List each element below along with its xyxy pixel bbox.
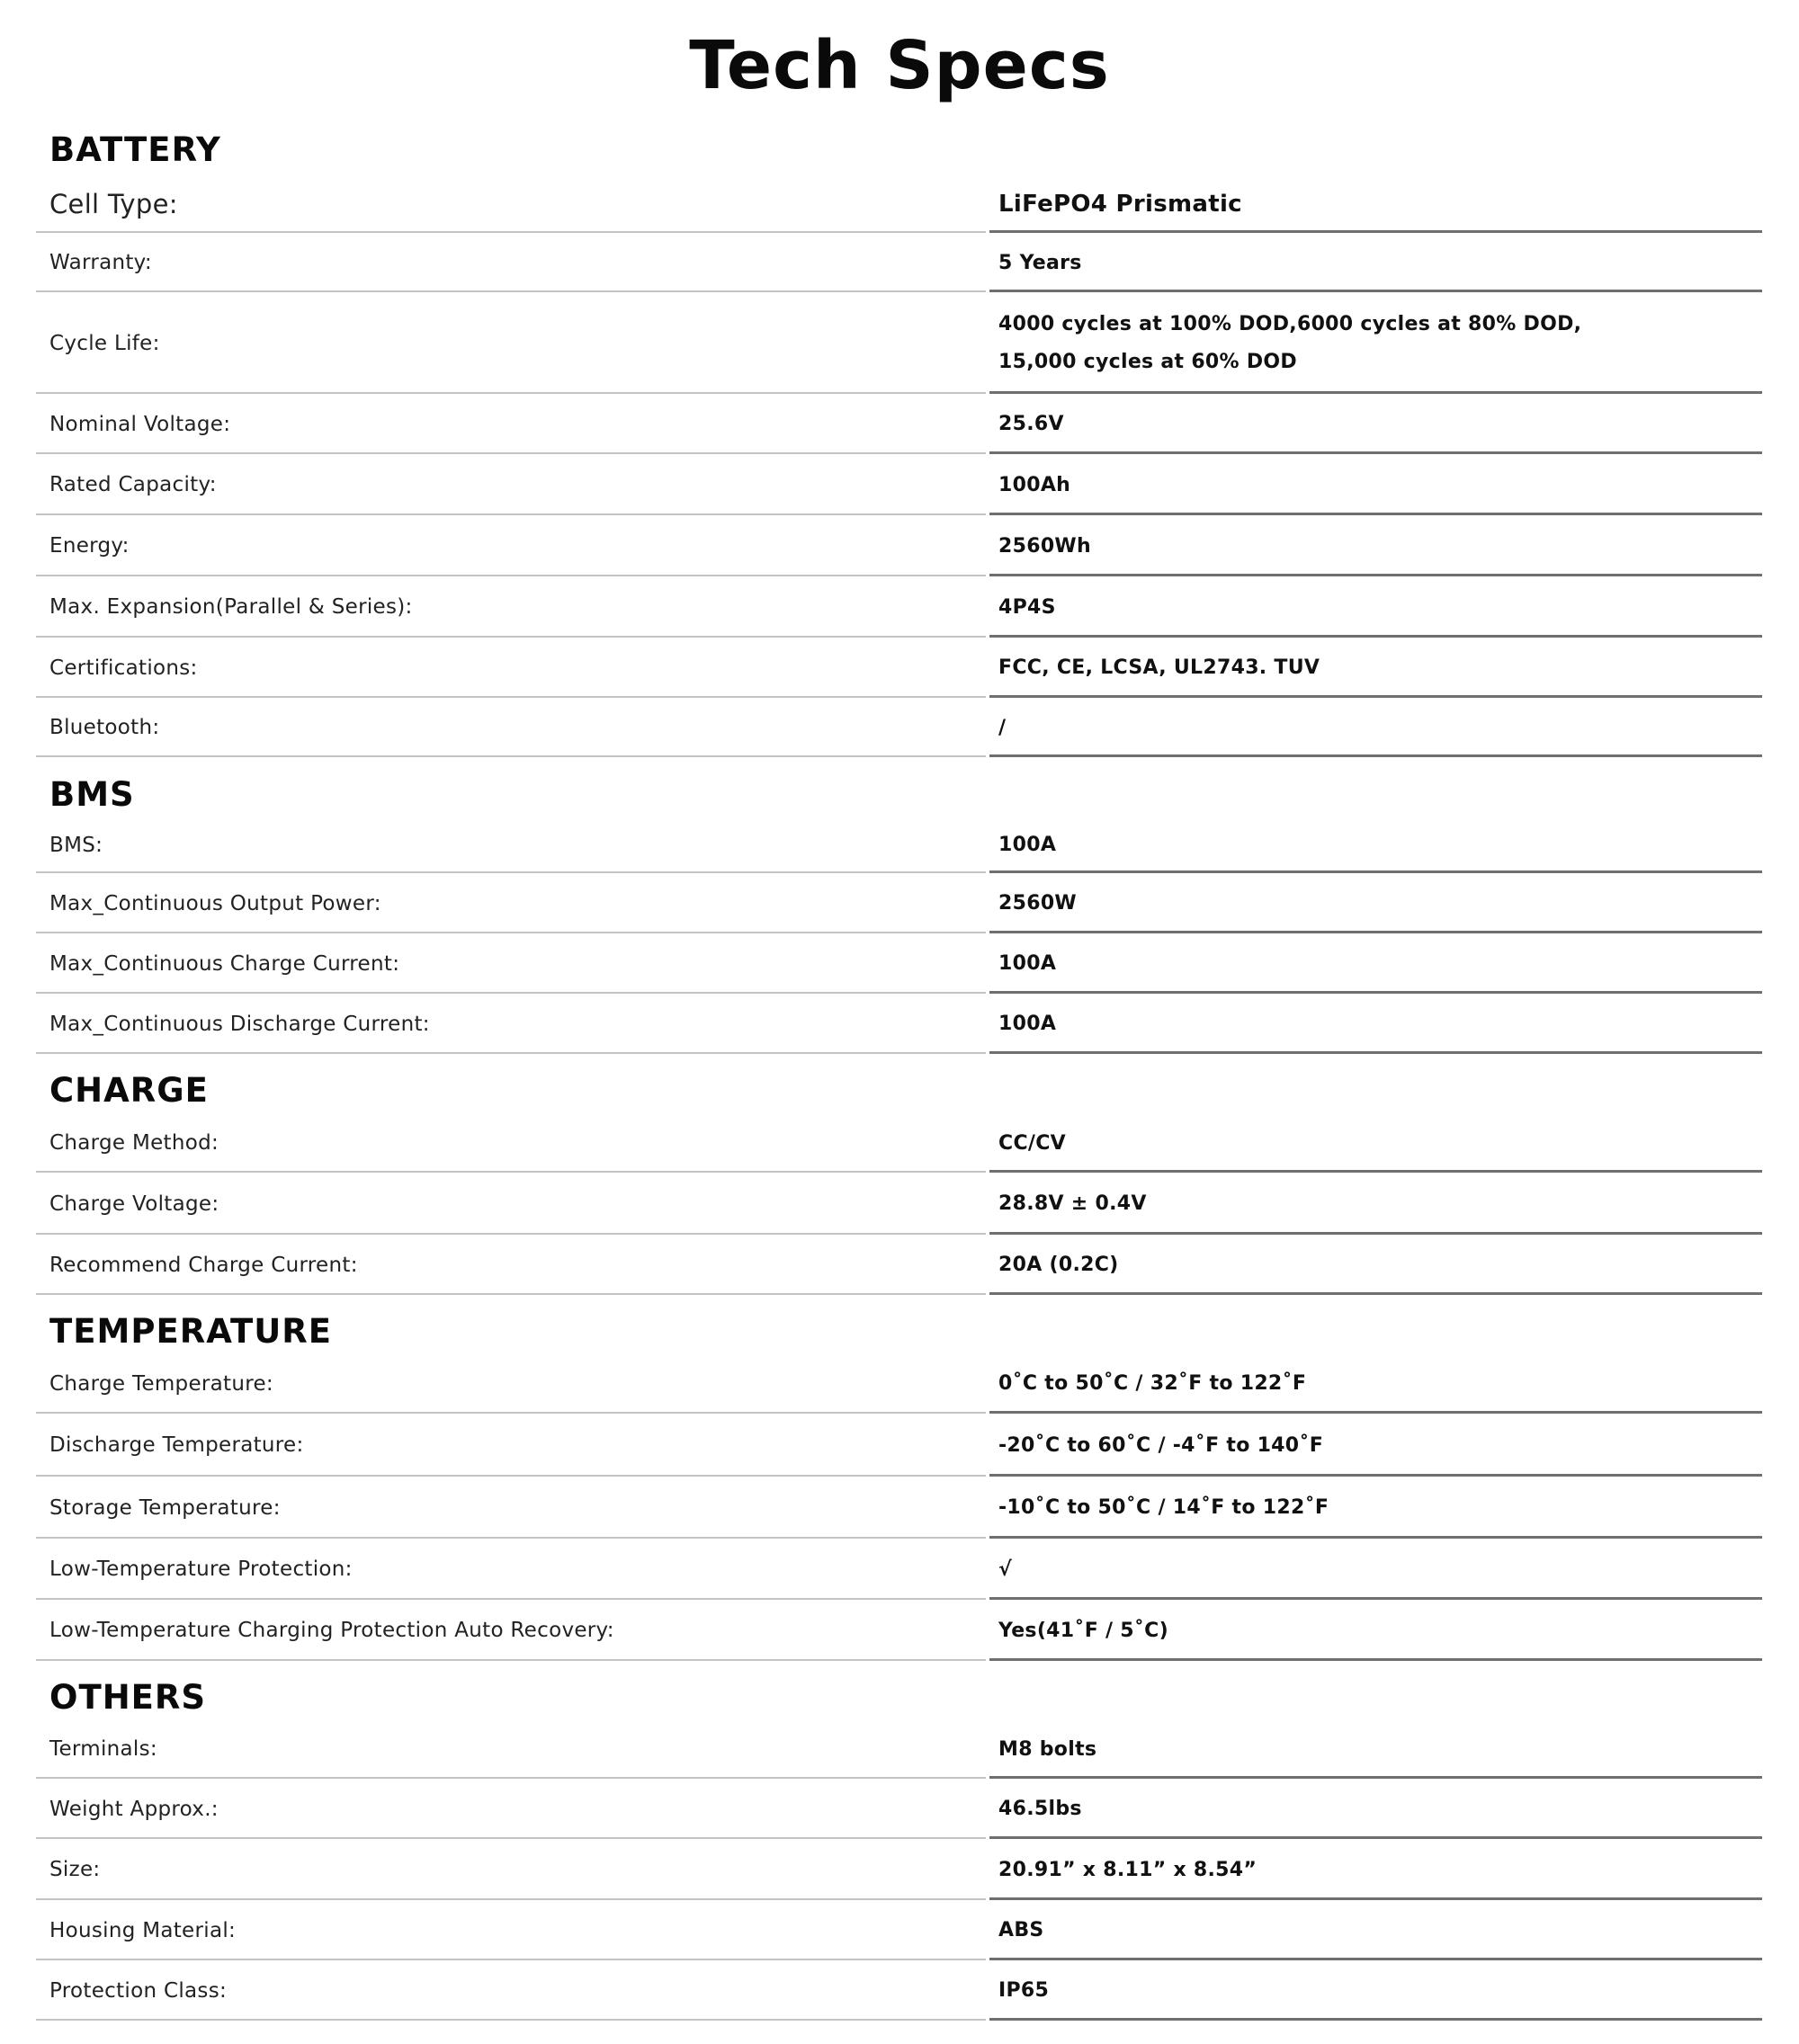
- spec-label: Warranty:: [49, 251, 152, 274]
- spec-value: 100A: [998, 834, 1057, 856]
- spec-row-storage-temperature: [36, 1477, 1762, 1539]
- spec-row-low-temperature-auto-recovery: [36, 1600, 1762, 1661]
- spec-value: 5 Years: [998, 251, 1082, 274]
- spec-value: 4P4S: [998, 595, 1056, 619]
- spec-value: LiFePO4 Prismatic: [998, 191, 1242, 218]
- section-heading-battery: BATTERY: [49, 130, 221, 169]
- spec-label: Recommend Charge Current:: [49, 1253, 358, 1277]
- spec-value: √: [998, 1558, 1012, 1581]
- spec-label: Max. Expansion(Parallel & Series):: [49, 595, 413, 619]
- spec-label: Nominal Voltage:: [49, 412, 231, 436]
- spec-value: [998, 292, 1581, 394]
- spec-row-weight: [36, 1779, 1762, 1839]
- divider: [989, 1051, 1762, 1054]
- spec-value: 28.8V ± 0.4V: [998, 1192, 1147, 1215]
- spec-label: Low-Temperature Charging Protection Auto Recovery:: [49, 1619, 614, 1642]
- section-heading-others: OTHERS: [49, 1678, 207, 1717]
- section-heading-temperature: TEMPERATURE: [49, 1312, 333, 1351]
- spec-value: 20A (0.2C): [998, 1254, 1119, 1276]
- spec-value: -10˚C to 50˚C / 14˚F to 122˚F: [998, 1496, 1329, 1519]
- spec-value: 100A: [998, 952, 1057, 975]
- spec-row-housing-material: [36, 1900, 1762, 1960]
- spec-label: Cycle Life:: [49, 331, 160, 355]
- spec-row-low-temperature-protection: [36, 1539, 1762, 1600]
- spec-row-protection-class: [36, 1960, 1762, 2021]
- spec-label: Energy:: [49, 534, 130, 558]
- spec-value: 25.6V: [998, 413, 1064, 435]
- spec-label: Size:: [49, 1858, 101, 1881]
- spec-label: Max_Continuous Output Power:: [49, 891, 381, 915]
- divider: [989, 1658, 1762, 1661]
- spec-value: 0˚C to 50˚C / 32˚F to 122˚F: [998, 1372, 1307, 1395]
- divider: [36, 1293, 986, 1295]
- spec-label: BMS:: [49, 833, 103, 857]
- spec-row-discharge-temperature: [36, 1414, 1762, 1477]
- spec-value: 2560Wh: [998, 534, 1091, 558]
- spec-value: 20.91” x 8.11” x 8.54”: [998, 1858, 1258, 1881]
- spec-label: Protection Class:: [49, 1978, 228, 2003]
- spec-label: Discharge Temperature:: [49, 1433, 304, 1457]
- spec-row-recommend-charge-current: [36, 1235, 1762, 1295]
- spec-label: Weight Approx.:: [49, 1797, 219, 1821]
- spec-label: Max_Continuous Discharge Current:: [49, 1012, 430, 1036]
- spec-row-terminals: [36, 1719, 1762, 1779]
- spec-value: ABS: [998, 1919, 1044, 1941]
- spec-value: Yes(41˚F / 5˚C): [998, 1619, 1168, 1642]
- divider: [36, 2019, 986, 2021]
- spec-label: Charge Temperature:: [49, 1371, 273, 1396]
- spec-row-charge-voltage: [36, 1173, 1762, 1235]
- spec-row-size: [36, 1839, 1762, 1900]
- divider: [989, 754, 1762, 757]
- spec-value: 2560W: [998, 892, 1077, 915]
- divider: [989, 1292, 1762, 1295]
- spec-label: Max_Continuous Charge Current:: [49, 951, 400, 976]
- spec-row-max-charge-current: [36, 933, 1762, 994]
- spec-label: Charge Voltage:: [49, 1192, 219, 1216]
- section-heading-charge: CHARGE: [49, 1071, 209, 1110]
- spec-value: -20˚C to 60˚C / -4˚F to 140˚F: [998, 1433, 1324, 1457]
- page-title: Tech Specs: [689, 27, 1110, 104]
- spec-value: FCC, CE, LCSA, UL2743. TUV: [998, 656, 1320, 679]
- spec-label: Housing Material:: [49, 1918, 237, 1942]
- spec-value: /: [998, 716, 1007, 739]
- spec-value: M8 bolts: [998, 1737, 1097, 1761]
- spec-row-bms: [36, 817, 1762, 873]
- spec-row-energy: [36, 515, 1762, 576]
- spec-label: Charge Method:: [49, 1131, 219, 1155]
- divider: [36, 755, 986, 757]
- spec-value-line: 15,000 cycles at 60% DOD: [998, 350, 1297, 373]
- spec-label: Bluetooth:: [49, 716, 160, 739]
- spec-label: Terminals:: [49, 1737, 157, 1761]
- spec-label: Low-Temperature Protection:: [49, 1558, 353, 1581]
- spec-row-warranty: [36, 233, 1762, 292]
- spec-row-cell-type: [36, 175, 1762, 233]
- divider: [989, 2018, 1762, 2021]
- spec-row-cycle-life: [36, 292, 1762, 394]
- spec-label: Rated Capacity:: [49, 473, 217, 496]
- spec-row-nominal-voltage: [36, 394, 1762, 454]
- spec-row-max-expansion: [36, 576, 1762, 638]
- spec-value-line: 4000 cycles at 100% DOD,6000 cycles at 80% DOD,: [998, 312, 1582, 335]
- spec-label: Certifications:: [49, 656, 198, 680]
- spec-value: 100A: [998, 1013, 1057, 1035]
- divider: [36, 1052, 986, 1054]
- spec-value: CC/CV: [998, 1131, 1066, 1155]
- spec-label: Cell Type:: [49, 189, 178, 219]
- spec-row-charge-method: [36, 1113, 1762, 1173]
- spec-row-max-discharge-current: [36, 994, 1762, 1054]
- spec-label: Storage Temperature:: [49, 1495, 281, 1520]
- spec-row-bluetooth: [36, 698, 1762, 757]
- spec-value: 100Ah: [998, 473, 1071, 496]
- section-heading-bms: BMS: [49, 775, 135, 814]
- spec-value: IP65: [998, 1979, 1050, 2002]
- spec-row-rated-capacity: [36, 454, 1762, 515]
- spec-value: 46.5lbs: [998, 1798, 1082, 1820]
- spec-row-certifications: [36, 638, 1762, 698]
- spec-row-max-output-power: [36, 873, 1762, 933]
- divider: [36, 1659, 986, 1661]
- spec-row-charge-temperature: [36, 1353, 1762, 1414]
